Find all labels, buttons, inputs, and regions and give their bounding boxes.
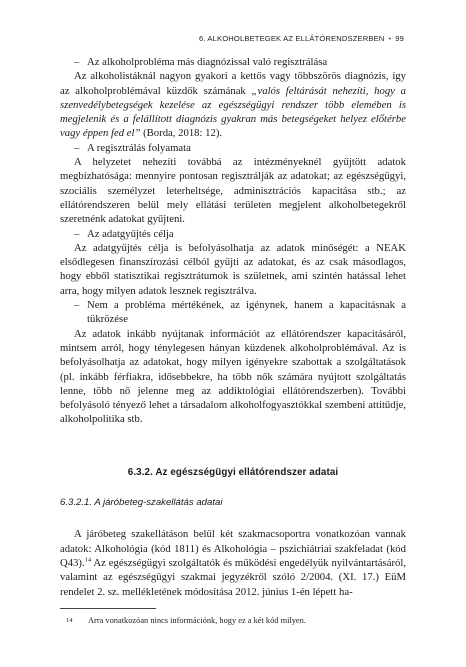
paragraph: Az adatok inkább nyújtanak információt az ellátórendszer kapacitásáról, mintsem arról, hogy ténylegesen hányan küzdenek alkoholproblémával. Az is befolyásolhatja az adatokat, hogy milyen igényekre szabottak a szolgáltatások (pl. inkább férfiakra, idősebbekre, ha több nők számára nyújtott szolgáltatás lenne, több nő jelenne meg az addiktológiai ellátórendszerben). További befolyásoló tényező lehet a társadalom alkoholfogyasztókkal szembeni attitűdje, alkoholpolitika stb. [60, 327, 406, 426]
citation: (Borda, 2018: 12). [140, 127, 223, 140]
list-item-text: Az alkoholprobléma más diagnózissal való regisztrálása [87, 56, 328, 68]
footnote-number: 14 [66, 617, 73, 624]
footnote-divider [60, 608, 156, 609]
body-text [60, 55, 406, 599]
footnote-reference[interactable]: 14 [84, 556, 92, 564]
footnote [60, 615, 406, 626]
section-heading: 6.3.2. Az egészségügyi ellátórendszer adatai [127, 466, 339, 478]
paragraph-text: A járóbeteg szakellátáson belül két szakmacsoportra vonatkozóan vannak adatok: Alkohológia (kód 1811) és Alkohológia – pszichiátriai szakfeladat (kód Q43). [60, 528, 406, 569]
quotation: „valós feltárását nehezíti, hogy a szenvedélybetegségek kezelése az egészségügyi rendszer több elemében is megjelenik és a felállított diagnózis gyakran más betegségeket helyez előtérbe vagy éppen fed el” [60, 84, 406, 140]
footnote-text: Arra vonatkozóan nincs információnk, hogy ez a két kód milyen. [88, 616, 306, 625]
paragraph [60, 69, 406, 140]
dash-marker: – [74, 299, 80, 312]
page-number: 99 [395, 34, 404, 43]
dash-marker: – [74, 227, 80, 240]
paragraph: A helyzetet nehezíti továbbá az intézményeknél gyűjtött adatok megbízhatósága: mennyire pontosan regisztrálják az adatokat; az egészségügyi, szociális személyzet leterheltsége, adminisztrációs kapacitása stb.; az ellátórendszeren belül mely ellátási területen megjelent alkoholbetegekről szeretnénk adatokat gyűjteni. [60, 156, 406, 226]
list-item-text: A regisztrálás folyamata [87, 141, 191, 154]
list-item [60, 141, 406, 155]
list-item [60, 298, 406, 327]
paragraph [60, 527, 406, 598]
list-item-text: Nem a probléma mértékének, az igénynek, hanem a kapacitásnak a tükrözése [87, 299, 406, 326]
paragraph: Az adatgyűjtés célja is befolyásolhatja az adatok minőségét: a NEAK elsődlegesen finanszírozási célból gyűjti az adatokat, és az csak másodlagos, hogy ebből statisztikai regisztrátumok is születnek, ami szintén hatással lehet arra, hogy milyen adatok lesznek regisztrálva. [60, 241, 406, 297]
list-item [60, 55, 406, 69]
subsection-heading: 6.3.2.1. A járóbeteg-szakellátás adatai [60, 497, 223, 509]
list-item [60, 227, 406, 241]
header-separator: • [388, 34, 392, 43]
running-header [0, 34, 404, 43]
dash-marker: – [74, 141, 80, 154]
list-item-text: Az adatgyűjtés célja [87, 227, 174, 240]
chapter-title: 6. ALKOHOLBETEGEK AZ ELLÁTÓRENDSZERBEN [198, 34, 385, 43]
dash-marker: – [74, 56, 80, 68]
paragraph-text: Az alkoholistáknál nagyon gyakori a kettős vagy többszörös diagnózis, így az alkoholproblémával küzdők számának [60, 70, 406, 97]
paragraph-text: Az egészségügyi szolgáltatók és működési engedélyük nyilvántartásáról, valamint az egészségügyi szakmai jegyzékről szóló 2/2004. (XI. 17.) EüM rendelet 2. sz. mellékletének módosítása 2012. június 1-én lépett ha- [60, 556, 406, 598]
